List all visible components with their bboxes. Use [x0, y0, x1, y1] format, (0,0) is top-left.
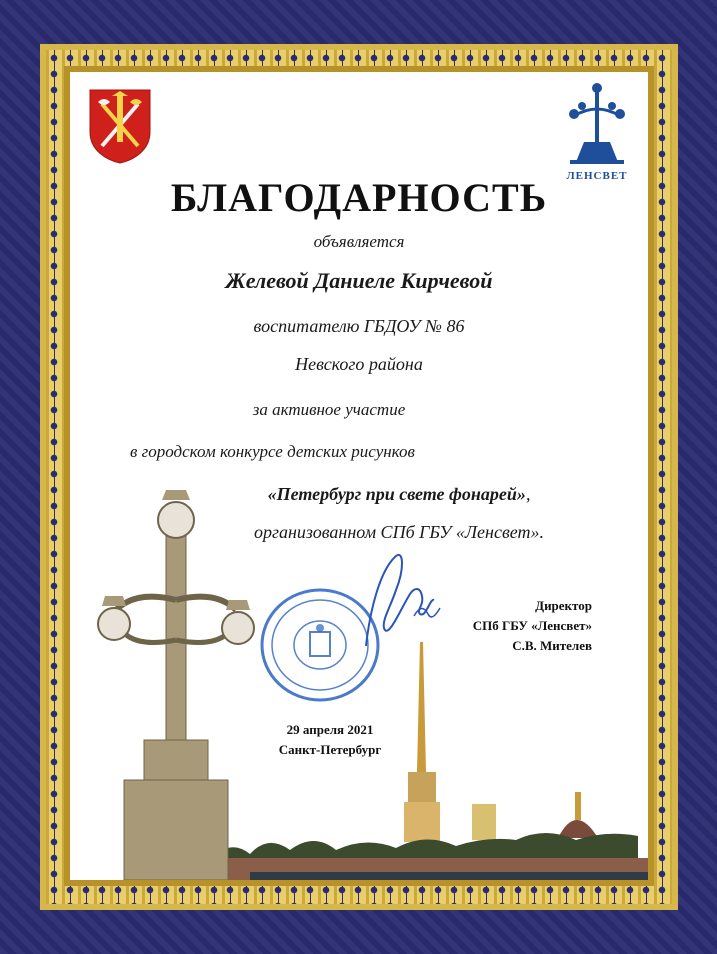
recipient-name: Желевой Даниеле Кирчевой	[225, 268, 493, 293]
signature-block	[440, 596, 592, 656]
coat-of-arms-icon	[88, 88, 152, 164]
lensvet-logo	[562, 80, 632, 188]
certificate-title: БЛАГОДАРНОСТЬ	[170, 175, 548, 220]
contest-title: «Петербург при свете фонарей»	[267, 484, 526, 504]
reason-line-2: в городском конкурсе детских рисунков	[130, 442, 415, 461]
director-name: С.В. Мителев	[512, 638, 592, 653]
certificate-paper	[70, 72, 648, 880]
street-lamp-logo-icon	[562, 80, 632, 168]
signature-icon	[360, 550, 450, 650]
lamp-post-image	[84, 480, 268, 880]
issue-city: Санкт-Петербург	[278, 742, 382, 757]
position-line-1: воспитателю ГБДОУ № 86	[253, 316, 465, 336]
announce-text: объявляется	[313, 232, 405, 251]
date-block	[250, 720, 410, 760]
contest-comma: ,	[525, 484, 531, 504]
issue-date: 29 апреля 2021	[286, 722, 374, 737]
director-organization: СПб ГБУ «Ленсвет»	[472, 618, 592, 633]
lensvet-wordmark: ЛЕНСВЕТ	[566, 170, 628, 182]
position-line-2: Невского района	[295, 354, 423, 374]
reason-line-1: за активное участие	[252, 400, 406, 419]
director-role: Директор	[535, 598, 592, 613]
organizer-line: организованном СПб ГБУ «Ленсвет».	[253, 522, 545, 542]
